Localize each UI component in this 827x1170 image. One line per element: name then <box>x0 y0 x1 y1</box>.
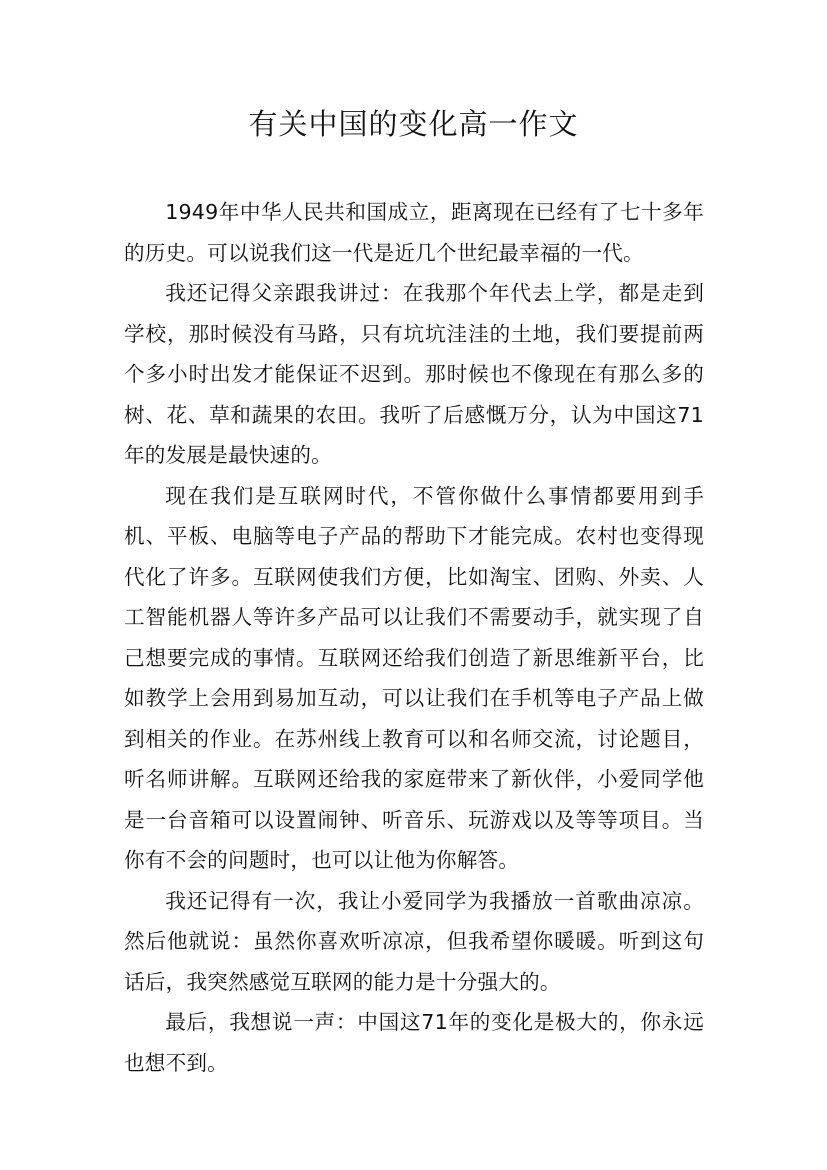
document-title: 有关中国的变化高一作文 <box>248 107 579 141</box>
document-body <box>124 192 704 1083</box>
paragraph-3: 现在我们是互联网时代，不管你做什么事情都要用到手机、平板、电脑等电子产品的帮助下才能完成。农村也变得现代化了许多。互联网使我们方便，比如淘宝、团购、外卖、人工智能机器人等许多产品可以让我们不需要动手，就实现了自己想要完成的事情。互联网还给我们创造了新思维新平台，比如教学上会用到易加互动，可以让我们在手机等电子产品上做到相关的作业。在苏州线上教育可以和名师交流，讨论题目，听名师讲解。互联网还给我的家庭带来了新伙伴，小爱同学他是一台音箱可以设置闹钟、听音乐、玩游戏以及等等项目。当你有不会的问题时，也可以让他为你解答。 <box>124 483 704 872</box>
paragraph-5: 最后，我想说一声：中国这71年的变化是极大的，你永远也想不到。 <box>124 1010 704 1075</box>
paragraph-1: 1949年中华人民共和国成立，距离现在已经有了七十多年的历史。可以说我们这一代是近几个世纪最幸福的一代。 <box>124 200 704 265</box>
paragraph-2: 我还记得父亲跟我讲过：在我那个年代去上学，都是走到学校，那时候没有马路，只有坑坑洼洼的土地，我们要提前两个多小时出发才能保证不迟到。那时候也不像现在有那么多的树、花、草和蔬果的农田。我听了后感慨万分，认为中国这71年的发展是最快速的。 <box>124 281 704 467</box>
paragraph-4: 我还记得有一次，我让小爱同学为我播放一首歌曲凉凉。然后他就说：虽然你喜欢听凉凉，但我希望你暖暖。听到这句话后，我突然感觉互联网的能力是十分强大的。 <box>124 888 704 994</box>
